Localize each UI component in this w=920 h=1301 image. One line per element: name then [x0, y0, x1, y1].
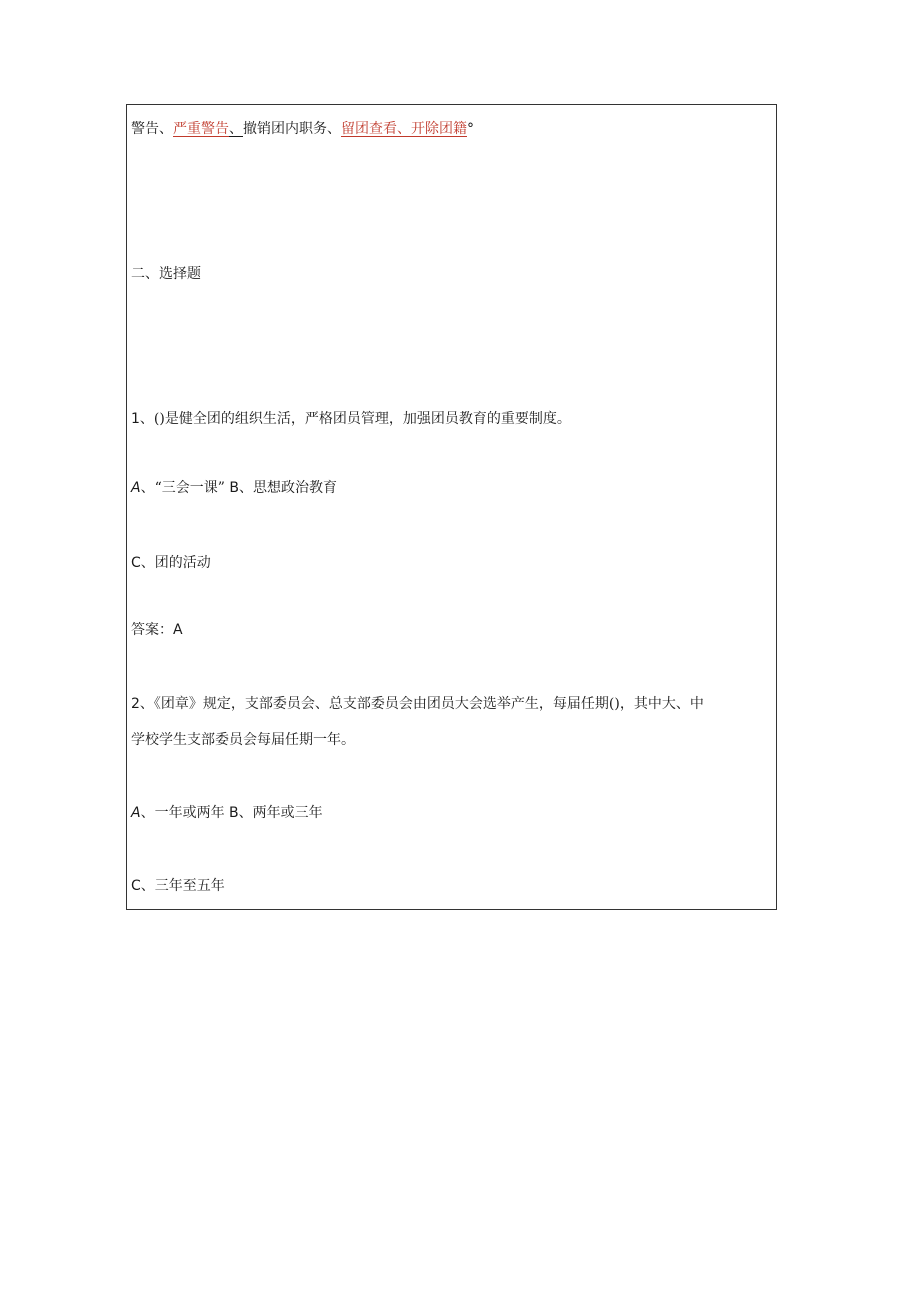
question-2-text-line-1 [131, 696, 704, 712]
text-warning: 警告、 [131, 121, 173, 137]
answer-label: 答案： [131, 622, 173, 638]
question-1-body: 、()是健全团的组织生活，严格团员管理，加强团员教育的重要制度。 [139, 411, 571, 427]
link-expulsion[interactable]: 、开除团籍 [397, 121, 467, 137]
document-frame [126, 104, 777, 910]
question-2-options-ab [131, 805, 323, 821]
link-probation[interactable]: 留团查看 [341, 121, 397, 137]
q2-option-b-letter: B [229, 805, 239, 821]
question-2-option-c [131, 878, 225, 894]
text-end-mark: ° [467, 121, 474, 137]
discipline-list-line [131, 121, 474, 137]
q1-option-b-letter: B [229, 480, 239, 496]
question-2-body-1: 、《团章》规定，支部委员会、总支部委员会由团员大会选举产生，每届任期()，其中大、中 [139, 696, 704, 712]
q2-option-c-letter: C [131, 878, 141, 894]
q2-option-b-text: 、两年或三年 [238, 805, 323, 821]
q1-option-c-letter: C [131, 555, 141, 571]
question-1-text [131, 411, 571, 427]
question-2-number: 2 [131, 696, 140, 712]
q1-option-c-text: 、团的活动 [140, 555, 211, 571]
text-revoke-post: 撤销团内职务、 [243, 121, 341, 137]
q1-option-a-letter: A [131, 480, 141, 496]
question-1-option-c [131, 555, 211, 571]
q2-option-a-text: 、一年或两年 [140, 805, 225, 821]
q1-option-a-text: 、“三会一课” [140, 480, 225, 496]
question-1-number: 1 [131, 411, 140, 427]
text-separator: 、 [229, 121, 243, 137]
link-serious-warning[interactable]: 严重警告 [173, 121, 229, 137]
question-2-text-line-2: 学校学生支部委员会每届任期一年。 [131, 732, 355, 748]
section-title: 二、选择题 [131, 266, 201, 282]
q2-option-c-text: 、三年至五年 [140, 878, 225, 894]
question-1-options-ab [131, 480, 337, 496]
question-1-answer [131, 622, 183, 638]
q1-option-b-text: 、思想政治教育 [238, 480, 337, 496]
q2-option-a-letter: A [131, 805, 141, 821]
answer-value: A [173, 622, 183, 638]
